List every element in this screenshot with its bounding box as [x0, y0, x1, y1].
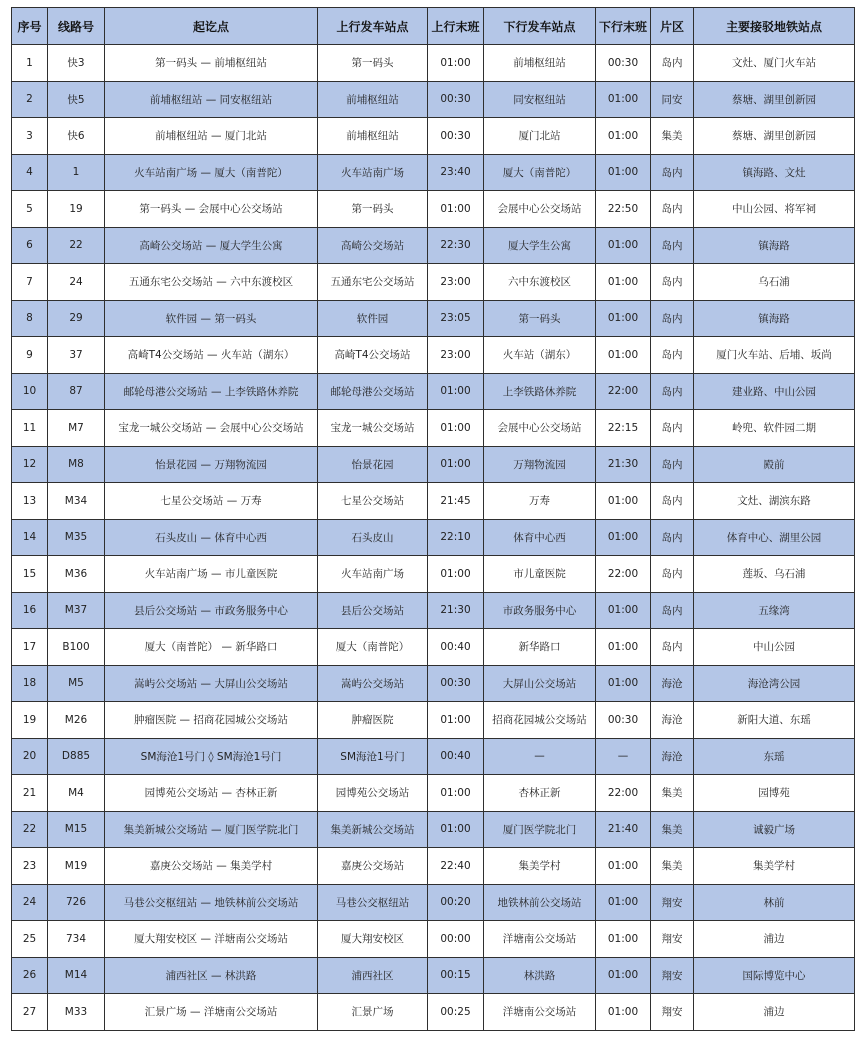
cell-metro-stations: 中山公园 [694, 629, 855, 666]
cell-down-last-bus: 22:00 [596, 556, 651, 593]
cell-down-last-bus: 01:00 [596, 483, 651, 520]
cell-up-start-stop: 火车站南广场 [318, 154, 428, 191]
cell-index: 1 [12, 45, 48, 82]
header-down-last-bus: 下行末班 [596, 8, 651, 45]
cell-route: SM海沧1号门 ◊ SM海沧1号门 [105, 738, 318, 775]
cell-index: 18 [12, 665, 48, 702]
cell-line-number: 87 [48, 373, 105, 410]
table-row [12, 994, 855, 1031]
cell-up-last-bus: 23:40 [428, 154, 484, 191]
cell-down-last-bus: 22:15 [596, 410, 651, 447]
table-row [12, 738, 855, 775]
table-row [12, 811, 855, 848]
cell-line-number: M14 [48, 957, 105, 994]
cell-down-last-bus: 01:00 [596, 884, 651, 921]
cell-down-last-bus: 01:00 [596, 81, 651, 118]
cell-line-number: M8 [48, 446, 105, 483]
cell-up-start-stop: 怡景花园 [318, 446, 428, 483]
cell-up-last-bus: 01:00 [428, 373, 484, 410]
cell-down-last-bus: 01:00 [596, 118, 651, 155]
cell-up-start-stop: 石头皮山 [318, 519, 428, 556]
cell-line-number: D885 [48, 738, 105, 775]
cell-district: 海沧 [651, 702, 694, 739]
cell-district: 集美 [651, 848, 694, 885]
cell-up-last-bus: 23:05 [428, 300, 484, 337]
table-row [12, 556, 855, 593]
cell-route: 浦西社区 — 林洪路 [105, 957, 318, 994]
cell-district: 岛内 [651, 45, 694, 82]
cell-down-last-bus: 01:00 [596, 957, 651, 994]
cell-index: 19 [12, 702, 48, 739]
cell-metro-stations: 建业路、中山公园 [694, 373, 855, 410]
cell-down-last-bus: 00:30 [596, 45, 651, 82]
cell-route: 厦大（南普陀） — 新华路口 [105, 629, 318, 666]
cell-down-last-bus: 21:30 [596, 446, 651, 483]
cell-route: 马巷公交枢纽站 — 地铁林前公交场站 [105, 884, 318, 921]
cell-up-start-stop: 七星公交场站 [318, 483, 428, 520]
cell-down-last-bus: 22:00 [596, 775, 651, 812]
table-row [12, 665, 855, 702]
cell-up-start-stop: 第一码头 [318, 45, 428, 82]
cell-line-number: B100 [48, 629, 105, 666]
cell-index: 12 [12, 446, 48, 483]
table-row [12, 592, 855, 629]
cell-district: 翔安 [651, 921, 694, 958]
cell-district: 集美 [651, 118, 694, 155]
cell-up-start-stop: 前埔枢纽站 [318, 118, 428, 155]
cell-line-number: M34 [48, 483, 105, 520]
cell-up-start-stop: 火车站南广场 [318, 556, 428, 593]
cell-metro-stations: 海沧湾公园 [694, 665, 855, 702]
cell-down-start-stop: 上李铁路休养院 [484, 373, 596, 410]
cell-district: 岛内 [651, 519, 694, 556]
cell-line-number: M33 [48, 994, 105, 1031]
table-row [12, 446, 855, 483]
cell-down-start-stop: 林洪路 [484, 957, 596, 994]
cell-metro-stations: 浦边 [694, 921, 855, 958]
cell-up-last-bus: 01:00 [428, 702, 484, 739]
cell-district: 岛内 [651, 227, 694, 264]
cell-down-start-stop: 六中东渡校区 [484, 264, 596, 301]
cell-up-last-bus: 00:15 [428, 957, 484, 994]
cell-index: 21 [12, 775, 48, 812]
cell-line-number: 29 [48, 300, 105, 337]
cell-route: 第一码头 — 会展中心公交场站 [105, 191, 318, 228]
cell-route: 邮轮母港公交场站 — 上李铁路休养院 [105, 373, 318, 410]
cell-down-last-bus: — [596, 738, 651, 775]
cell-route: 第一码头 — 前埔枢纽站 [105, 45, 318, 82]
cell-up-last-bus: 01:00 [428, 446, 484, 483]
cell-line-number: 24 [48, 264, 105, 301]
table-row [12, 227, 855, 264]
header-index: 序号 [12, 8, 48, 45]
cell-metro-stations: 东瑶 [694, 738, 855, 775]
cell-down-last-bus: 00:30 [596, 702, 651, 739]
cell-down-start-stop: 招商花园城公交场站 [484, 702, 596, 739]
cell-up-start-stop: 高崎公交场站 [318, 227, 428, 264]
cell-up-last-bus: 01:00 [428, 811, 484, 848]
cell-down-last-bus: 01:00 [596, 921, 651, 958]
cell-metro-stations: 国际博览中心 [694, 957, 855, 994]
cell-line-number: 快5 [48, 81, 105, 118]
cell-index: 24 [12, 884, 48, 921]
cell-line-number: 726 [48, 884, 105, 921]
cell-down-last-bus: 21:40 [596, 811, 651, 848]
cell-route: 宝龙一城公交场站 — 会展中心公交场站 [105, 410, 318, 447]
table-row [12, 118, 855, 155]
table-row [12, 884, 855, 921]
cell-up-last-bus: 00:30 [428, 81, 484, 118]
cell-metro-stations: 乌石浦 [694, 264, 855, 301]
header-up-last-bus: 上行末班 [428, 8, 484, 45]
cell-down-last-bus: 01:00 [596, 264, 651, 301]
cell-down-last-bus: 22:00 [596, 373, 651, 410]
cell-up-start-stop: 县后公交场站 [318, 592, 428, 629]
cell-route: 七星公交场站 — 万寿 [105, 483, 318, 520]
cell-metro-stations: 新阳大道、东瑶 [694, 702, 855, 739]
cell-route: 嵩屿公交场站 — 大屏山公交场站 [105, 665, 318, 702]
cell-metro-stations: 园博苑 [694, 775, 855, 812]
bus-schedule-table-container [11, 7, 854, 1031]
cell-up-start-stop: 前埔枢纽站 [318, 81, 428, 118]
cell-down-start-stop: 市儿童医院 [484, 556, 596, 593]
cell-metro-stations: 五缘湾 [694, 592, 855, 629]
cell-metro-stations: 镇海路 [694, 300, 855, 337]
table-row [12, 337, 855, 374]
cell-up-start-stop: 邮轮母港公交场站 [318, 373, 428, 410]
cell-route: 软件园 — 第一码头 [105, 300, 318, 337]
cell-line-number: 19 [48, 191, 105, 228]
cell-line-number: 1 [48, 154, 105, 191]
cell-district: 岛内 [651, 556, 694, 593]
cell-metro-stations: 文灶、厦门火车站 [694, 45, 855, 82]
cell-district: 岛内 [651, 483, 694, 520]
table-row [12, 702, 855, 739]
cell-line-number: 22 [48, 227, 105, 264]
cell-line-number: M15 [48, 811, 105, 848]
cell-up-start-stop: 高崎T4公交场站 [318, 337, 428, 374]
cell-down-start-stop: 万翔物流园 [484, 446, 596, 483]
cell-route: 五通东宅公交场站 — 六中东渡校区 [105, 264, 318, 301]
cell-district: 岛内 [651, 592, 694, 629]
table-row [12, 848, 855, 885]
cell-up-start-stop: SM海沧1号门 [318, 738, 428, 775]
table-row [12, 483, 855, 520]
cell-down-start-stop: 厦门医学院北门 [484, 811, 596, 848]
cell-route: 前埔枢纽站 — 同安枢纽站 [105, 81, 318, 118]
cell-metro-stations: 蔡塘、湖里创新园 [694, 81, 855, 118]
cell-down-last-bus: 01:00 [596, 519, 651, 556]
cell-down-start-stop: 洋塘南公交场站 [484, 921, 596, 958]
cell-district: 岛内 [651, 300, 694, 337]
header-metro-stations: 主要接驳地铁站点 [694, 8, 855, 45]
cell-up-start-stop: 五通东宅公交场站 [318, 264, 428, 301]
cell-down-start-stop: 洋塘南公交场站 [484, 994, 596, 1031]
cell-district: 岛内 [651, 191, 694, 228]
cell-up-last-bus: 01:00 [428, 191, 484, 228]
cell-index: 7 [12, 264, 48, 301]
cell-up-last-bus: 23:00 [428, 264, 484, 301]
cell-route: 县后公交场站 — 市政务服务中心 [105, 592, 318, 629]
table-row [12, 775, 855, 812]
cell-up-last-bus: 00:25 [428, 994, 484, 1031]
cell-route: 肿瘤医院 — 招商花园城公交场站 [105, 702, 318, 739]
cell-up-last-bus: 22:40 [428, 848, 484, 885]
cell-route: 前埔枢纽站 — 厦门北站 [105, 118, 318, 155]
cell-line-number: 快3 [48, 45, 105, 82]
cell-index: 4 [12, 154, 48, 191]
cell-district: 岛内 [651, 373, 694, 410]
cell-line-number: M36 [48, 556, 105, 593]
cell-up-last-bus: 01:00 [428, 775, 484, 812]
cell-route: 怡景花园 — 万翔物流园 [105, 446, 318, 483]
table-row [12, 45, 855, 82]
cell-metro-stations: 体育中心、湖里公园 [694, 519, 855, 556]
cell-index: 16 [12, 592, 48, 629]
cell-up-last-bus: 00:00 [428, 921, 484, 958]
cell-district: 岛内 [651, 264, 694, 301]
table-row [12, 373, 855, 410]
cell-up-start-stop: 集美新城公交场站 [318, 811, 428, 848]
table-row [12, 191, 855, 228]
cell-index: 6 [12, 227, 48, 264]
table-row [12, 81, 855, 118]
cell-down-start-stop: 大屏山公交场站 [484, 665, 596, 702]
cell-down-last-bus: 01:00 [596, 227, 651, 264]
cell-index: 10 [12, 373, 48, 410]
cell-up-start-stop: 园博苑公交场站 [318, 775, 428, 812]
table-header-row [12, 8, 855, 45]
cell-metro-stations: 集美学村 [694, 848, 855, 885]
cell-metro-stations: 镇海路 [694, 227, 855, 264]
cell-metro-stations: 莲坂、乌石浦 [694, 556, 855, 593]
cell-up-last-bus: 00:30 [428, 665, 484, 702]
table-row [12, 410, 855, 447]
cell-district: 岛内 [651, 446, 694, 483]
cell-down-last-bus: 01:00 [596, 629, 651, 666]
cell-district: 同安 [651, 81, 694, 118]
cell-index: 22 [12, 811, 48, 848]
header-route: 起讫点 [105, 8, 318, 45]
cell-index: 20 [12, 738, 48, 775]
cell-index: 23 [12, 848, 48, 885]
cell-index: 26 [12, 957, 48, 994]
cell-district: 集美 [651, 811, 694, 848]
cell-down-start-stop: 厦大（南普陀） [484, 154, 596, 191]
cell-line-number: M26 [48, 702, 105, 739]
cell-up-last-bus: 01:00 [428, 45, 484, 82]
cell-up-start-stop: 肿瘤医院 [318, 702, 428, 739]
table-body [12, 45, 855, 1031]
cell-line-number: M4 [48, 775, 105, 812]
cell-down-last-bus: 01:00 [596, 300, 651, 337]
cell-down-last-bus: 01:00 [596, 665, 651, 702]
cell-index: 8 [12, 300, 48, 337]
cell-up-last-bus: 21:45 [428, 483, 484, 520]
cell-metro-stations: 文灶、湖滨东路 [694, 483, 855, 520]
cell-up-start-stop: 第一码头 [318, 191, 428, 228]
cell-route: 火车站南广场 — 厦大（南普陀） [105, 154, 318, 191]
cell-up-start-stop: 宝龙一城公交场站 [318, 410, 428, 447]
cell-up-last-bus: 00:40 [428, 738, 484, 775]
cell-line-number: 37 [48, 337, 105, 374]
cell-route: 厦大翔安校区 — 洋塘南公交场站 [105, 921, 318, 958]
cell-down-start-stop: 市政务服务中心 [484, 592, 596, 629]
cell-up-last-bus: 21:30 [428, 592, 484, 629]
cell-index: 13 [12, 483, 48, 520]
cell-down-start-stop: 会展中心公交场站 [484, 191, 596, 228]
cell-line-number: M37 [48, 592, 105, 629]
cell-line-number: M19 [48, 848, 105, 885]
cell-up-start-stop: 嵩屿公交场站 [318, 665, 428, 702]
table-row [12, 957, 855, 994]
cell-down-start-stop: 火车站（湖东） [484, 337, 596, 374]
table-row [12, 154, 855, 191]
cell-up-last-bus: 00:30 [428, 118, 484, 155]
cell-index: 17 [12, 629, 48, 666]
table-row [12, 264, 855, 301]
cell-route: 园博苑公交场站 — 杏林正新 [105, 775, 318, 812]
cell-down-start-stop: 第一码头 [484, 300, 596, 337]
table-row [12, 519, 855, 556]
cell-metro-stations: 镇海路、文灶 [694, 154, 855, 191]
cell-up-start-stop: 马巷公交枢纽站 [318, 884, 428, 921]
cell-route: 火车站南广场 — 市儿童医院 [105, 556, 318, 593]
cell-route: 汇景广场 — 洋塘南公交场站 [105, 994, 318, 1031]
cell-line-number: M5 [48, 665, 105, 702]
cell-line-number: 734 [48, 921, 105, 958]
cell-district: 翔安 [651, 957, 694, 994]
cell-up-last-bus: 00:40 [428, 629, 484, 666]
cell-up-last-bus: 01:00 [428, 556, 484, 593]
cell-district: 海沧 [651, 738, 694, 775]
cell-down-start-stop: — [484, 738, 596, 775]
cell-index: 27 [12, 994, 48, 1031]
cell-metro-stations: 浦边 [694, 994, 855, 1031]
cell-up-last-bus: 22:10 [428, 519, 484, 556]
cell-down-last-bus: 22:50 [596, 191, 651, 228]
cell-up-start-stop: 浦西社区 [318, 957, 428, 994]
cell-down-start-stop: 厦门北站 [484, 118, 596, 155]
cell-down-start-stop: 前埔枢纽站 [484, 45, 596, 82]
cell-metro-stations: 殿前 [694, 446, 855, 483]
cell-metro-stations: 中山公园、将军祠 [694, 191, 855, 228]
cell-index: 15 [12, 556, 48, 593]
cell-index: 11 [12, 410, 48, 447]
table-row [12, 921, 855, 958]
cell-down-start-stop: 体育中心西 [484, 519, 596, 556]
cell-route: 集美新城公交场站 — 厦门医学院北门 [105, 811, 318, 848]
cell-metro-stations: 诚毅广场 [694, 811, 855, 848]
cell-down-start-stop: 会展中心公交场站 [484, 410, 596, 447]
cell-down-start-stop: 万寿 [484, 483, 596, 520]
cell-up-last-bus: 23:00 [428, 337, 484, 374]
cell-index: 9 [12, 337, 48, 374]
cell-up-last-bus: 01:00 [428, 410, 484, 447]
header-down-start-stop: 下行发车站点 [484, 8, 596, 45]
cell-up-start-stop: 软件园 [318, 300, 428, 337]
cell-down-start-stop: 杏林正新 [484, 775, 596, 812]
cell-line-number: 快6 [48, 118, 105, 155]
cell-up-last-bus: 22:30 [428, 227, 484, 264]
cell-district: 岛内 [651, 629, 694, 666]
header-line-number: 线路号 [48, 8, 105, 45]
header-district: 片区 [651, 8, 694, 45]
cell-index: 5 [12, 191, 48, 228]
cell-route: 高崎T4公交场站 — 火车站（湖东） [105, 337, 318, 374]
cell-up-start-stop: 厦大翔安校区 [318, 921, 428, 958]
cell-down-start-stop: 集美学村 [484, 848, 596, 885]
cell-metro-stations: 蔡塘、湖里创新园 [694, 118, 855, 155]
cell-down-last-bus: 01:00 [596, 154, 651, 191]
cell-index: 2 [12, 81, 48, 118]
cell-district: 岛内 [651, 337, 694, 374]
cell-metro-stations: 林前 [694, 884, 855, 921]
cell-down-last-bus: 01:00 [596, 848, 651, 885]
cell-up-start-stop: 嘉庚公交场站 [318, 848, 428, 885]
cell-index: 25 [12, 921, 48, 958]
cell-down-last-bus: 01:00 [596, 592, 651, 629]
cell-route: 高崎公交场站 — 厦大学生公寓 [105, 227, 318, 264]
header-up-start-stop: 上行发车站点 [318, 8, 428, 45]
cell-district: 岛内 [651, 154, 694, 191]
cell-route: 石头皮山 — 体育中心西 [105, 519, 318, 556]
cell-down-start-stop: 厦大学生公寓 [484, 227, 596, 264]
cell-metro-stations: 厦门火车站、后埔、坂尚 [694, 337, 855, 374]
cell-route: 嘉庚公交场站 — 集美学村 [105, 848, 318, 885]
cell-line-number: M35 [48, 519, 105, 556]
cell-down-last-bus: 01:00 [596, 337, 651, 374]
cell-district: 翔安 [651, 994, 694, 1031]
table-row [12, 629, 855, 666]
cell-up-start-stop: 厦大（南普陀） [318, 629, 428, 666]
cell-down-start-stop: 地铁林前公交场站 [484, 884, 596, 921]
cell-up-start-stop: 汇景广场 [318, 994, 428, 1031]
cell-down-last-bus: 01:00 [596, 994, 651, 1031]
cell-up-last-bus: 00:20 [428, 884, 484, 921]
cell-district: 翔安 [651, 884, 694, 921]
cell-index: 3 [12, 118, 48, 155]
cell-line-number: M7 [48, 410, 105, 447]
cell-index: 14 [12, 519, 48, 556]
cell-down-start-stop: 同安枢纽站 [484, 81, 596, 118]
table-row [12, 300, 855, 337]
cell-district: 海沧 [651, 665, 694, 702]
bus-schedule-table [11, 7, 855, 1031]
cell-district: 岛内 [651, 410, 694, 447]
cell-district: 集美 [651, 775, 694, 812]
cell-metro-stations: 岭兜、软件园二期 [694, 410, 855, 447]
cell-down-start-stop: 新华路口 [484, 629, 596, 666]
